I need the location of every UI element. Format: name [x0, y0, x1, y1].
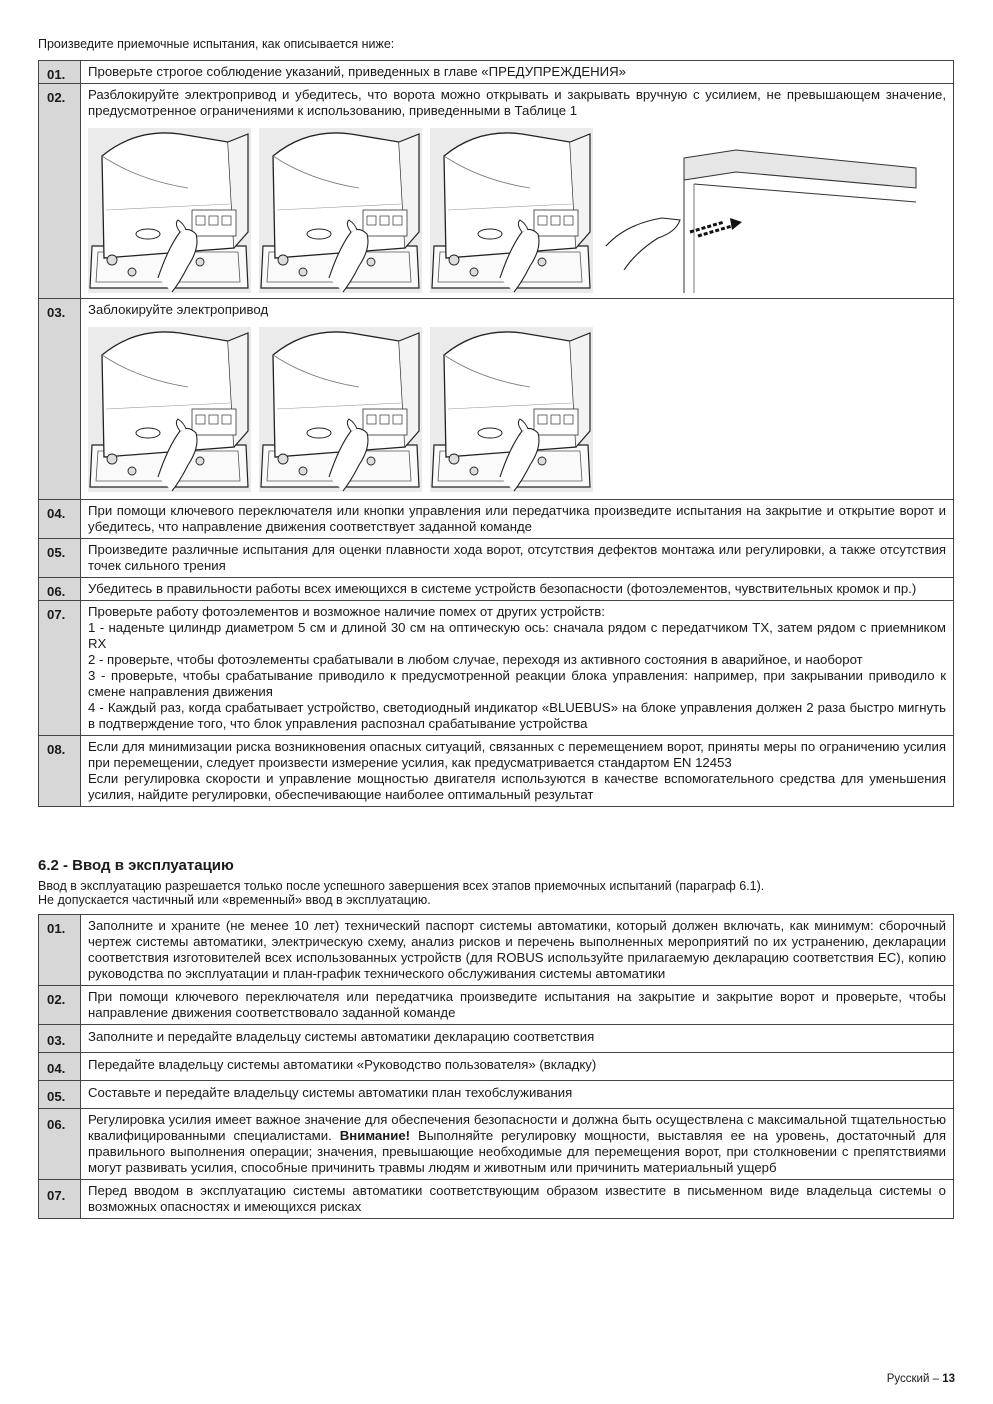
step-text: Заполните и передайте владельцу системы автоматики декларацию соответствия: [81, 1025, 954, 1053]
table-row: [39, 736, 954, 807]
step-text: Если регулировка скорости и управление мощностью двигателя используются в качестве вспомогательного средства для уменьшения усилия, найдите регулировки, обеспечивающие наиболее оптимальный результат: [88, 771, 946, 802]
warning-label: Внимание!: [339, 1128, 411, 1143]
section-title: 6.2 - Ввод в эксплуатацию: [38, 857, 234, 874]
intro-text: Произведите приемочные испытания, как описывается ниже:: [38, 37, 395, 51]
step-number: 03.: [39, 299, 81, 500]
table-row: [39, 578, 954, 601]
table-row: [39, 539, 954, 578]
page-number: 13: [942, 1373, 955, 1385]
illustration-gate-push: [601, 128, 921, 293]
table-row: [39, 299, 954, 500]
step-text: Проверьте работу фотоэлементов и возможное наличие помех от других устройств:: [88, 604, 605, 619]
illustration-unlock-3: [430, 128, 593, 293]
footer-language: Русский –: [886, 1373, 939, 1385]
page-footer: [887, 1373, 955, 1385]
step-text: 3 - проверьте, чтобы срабатывание приводило к предусмотренной реакции блока управления: например, при закрывании приводило к смене направления движения: [88, 668, 946, 699]
table-row: [39, 601, 954, 736]
table-row: [39, 1109, 954, 1180]
step-text: Если для минимизации риска возникновения опасных ситуаций, связанных с перемещением ворот, приняты меры по ограничению усилия при перемещении, следует произвести измерение усилия, как предусматривается стандартом EN 12453: [88, 739, 946, 770]
table-row: [39, 500, 954, 539]
unlock-illustrations: [88, 128, 946, 293]
table-row: [39, 915, 954, 986]
step-number: 05.: [39, 1081, 81, 1109]
step-number: 08.: [39, 736, 81, 807]
step-number: 04.: [39, 500, 81, 539]
lock-illustrations: [88, 327, 946, 492]
step-text: [81, 1109, 954, 1180]
step-text: Разблокируйте электропривод и убедитесь, что ворота можно открывать и закрывать вручную с усилием, не превышающем значение, предусмотренное ограничениями к использованию, приведенными в Таблице 1: [88, 87, 946, 118]
table-row: [39, 84, 954, 299]
step-text-part: Регулировка усилия имеет важное значение для обеспечения безопасности и должна быть осуществлена с максимальной тщательностью квалифицированными специалистами.: [88, 1112, 946, 1143]
illustration-lock-1: [88, 327, 251, 492]
step-text: 1 - наденьте цилиндр диаметром 5 см и длиной 30 см на оптическую ось: сначала рядом с передатчиком TX, затем рядом с приемником RX: [88, 620, 946, 651]
step-text-part: Выполняйте регулировку мощности, выставляя ее на уровень, достаточный для правильного выполнения операции; значения, превышающие необходимые для перемещения ворот, при столкновении с препятствиями могут развивать усилия, способные причинить травмы людям и животным или причинить материальный ущерб: [88, 1128, 946, 1175]
acceptance-tests-table: [38, 60, 954, 807]
section-intro: [38, 879, 764, 907]
step-text: При помощи ключевого переключателя или кнопки управления или передатчика произведите испытания на закрытие и открытие ворот и убедитесь, что направление движения соответствует заданной команде: [81, 500, 954, 539]
step-number: 07.: [39, 601, 81, 736]
step-text: При помощи ключевого переключателя или передатчика произведите испытания на закрытие и закрытие ворот и проверьте, чтобы направление движения соответствовало заданной команде: [81, 986, 954, 1025]
illustration-unlock-1: [88, 128, 251, 293]
step-number: 06.: [39, 578, 81, 601]
illustration-unlock-2: [259, 128, 422, 293]
step-text: Перед вводом в эксплуатацию системы автоматики соответствующим образом известите в письменном виде владельца системы о возможных опасностях и имеющихся рисках: [81, 1180, 954, 1219]
step-number: 02.: [39, 84, 81, 299]
step-number: 03.: [39, 1025, 81, 1053]
step-text: Передайте владельцу системы автоматики «Руководство пользователя» (вкладку): [81, 1053, 954, 1081]
illustration-lock-2: [259, 327, 422, 492]
step-number: 02.: [39, 986, 81, 1025]
illustration-lock-3: [430, 327, 593, 492]
table-row: [39, 1180, 954, 1219]
step-number: 07.: [39, 1180, 81, 1219]
step-text: Произведите различные испытания для оценки плавности хода ворот, отсутствия дефектов монтажа или регулировки, а также отсутствия точек сильного трения: [81, 539, 954, 578]
step-text: Убедитесь в правильности работы всех имеющихся в системе устройств безопасности (фотоэлементов, чувствительных кромок и пр.): [81, 578, 954, 601]
step-text: Заблокируйте электропривод: [88, 302, 269, 317]
table-row: [39, 61, 954, 84]
step-text: Составьте и передайте владельцу системы автоматики план техобслуживания: [81, 1081, 954, 1109]
commissioning-table: [38, 914, 954, 1219]
table-row: [39, 986, 954, 1025]
step-number: 05.: [39, 539, 81, 578]
step-text: Проверьте строгое соблюдение указаний, приведенных в главе «ПРЕДУПРЕЖДЕНИЯ»: [81, 61, 954, 84]
table-row: [39, 1053, 954, 1081]
section-intro-line: Не допускается частичный или «временный» ввод в эксплуатацию.: [38, 893, 431, 907]
step-text: 4 - Каждый раз, когда срабатывает устройство, светодиодный индикатор «BLUEBUS» на блоке управления должен 2 раза быстро мигнуть в подтверждение того, что блок управления распознал срабатывание устройства: [88, 700, 946, 731]
step-number: 04.: [39, 1053, 81, 1081]
section-intro-line: Ввод в эксплуатацию разрешается только после успешного завершения всех этапов приемочных испытаний (параграф 6.1).: [38, 879, 765, 893]
table-row: [39, 1081, 954, 1109]
step-number: 01.: [39, 915, 81, 986]
table-row: [39, 1025, 954, 1053]
step-number: 01.: [39, 61, 81, 84]
step-text: Заполните и храните (не менее 10 лет) технический паспорт системы автоматики, который должен включать, как минимум: сборочный чертеж системы автоматики, электрическую схему, анализ рисков и перечень выполненных мероприятий по их устранению, декларации соответствия изготовителей всех использованных устройств (для ROBUS используйте прилагаемую декларацию соответствия ЕС), копию руководства по эксплуатации и план-график технического обслуживания системы автоматики: [81, 915, 954, 986]
step-text: 2 - проверьте, чтобы фотоэлементы срабатывали в любом случае, переходя из активного состояния в аварийное, и наоборот: [88, 652, 863, 667]
step-number: 06.: [39, 1109, 81, 1180]
